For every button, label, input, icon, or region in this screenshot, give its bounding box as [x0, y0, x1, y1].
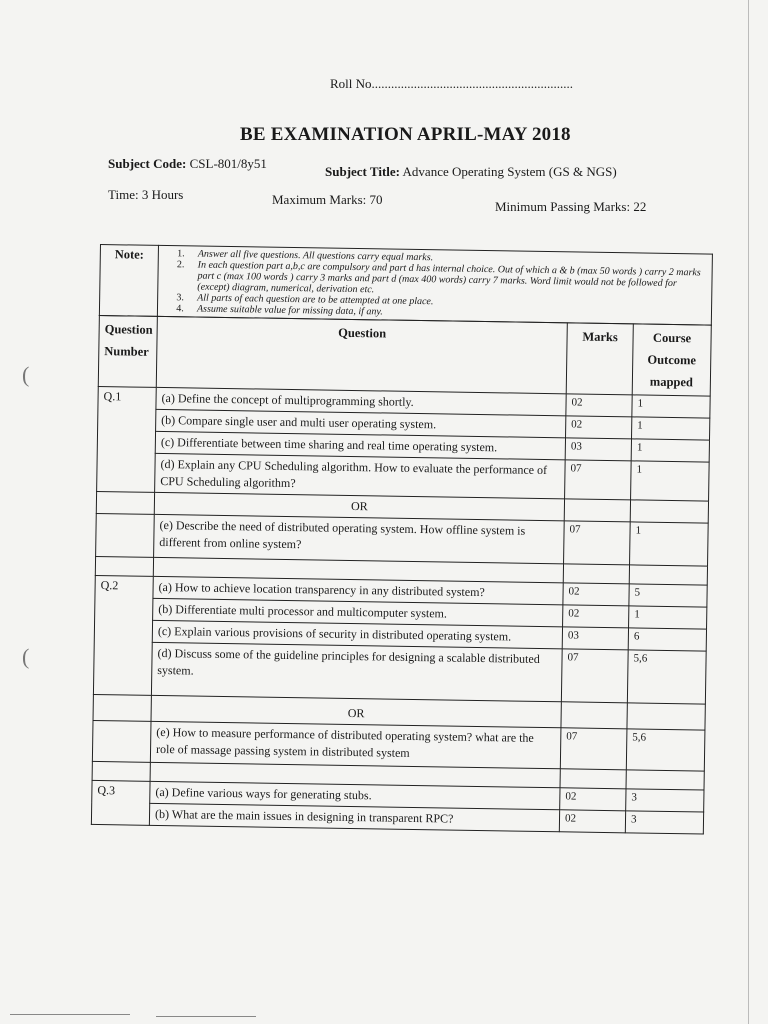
outcome-cell: 3: [626, 789, 704, 812]
marks-cell: 02: [566, 394, 632, 417]
note-label: Note:: [99, 245, 158, 317]
outcome-cell: 1: [629, 606, 707, 629]
question-text: (e) How to measure performance of distributed operating system? what are the role of massage passing system in distributed system: [150, 721, 561, 768]
question-table-sheet: [91, 244, 713, 835]
exam-title: BE EXAMINATION APRIL-MAY 2018: [240, 124, 571, 145]
page-edge-line: [156, 1016, 256, 1017]
col-course-outcome: Course Outcome mapped: [632, 324, 711, 396]
exam-time: Time: 3 Hours: [108, 187, 184, 202]
marks-cell: 02: [563, 583, 629, 606]
outcome-cell: 1: [632, 417, 710, 440]
note-table: [99, 244, 713, 326]
question-text: (c) Explain various provisions of security in distributed operating system.: [152, 620, 562, 648]
or-label: OR: [154, 492, 564, 520]
col-marks: Marks: [566, 323, 633, 395]
hole-punch-mark: (: [22, 362, 30, 387]
question-number: Q.2: [93, 575, 153, 695]
question-text: (a) How to achieve location transparency in any distributed system?: [153, 576, 563, 604]
minimum-passing-marks: Minimum Passing Marks: 22: [495, 199, 647, 214]
outcome-cell: 5,6: [627, 650, 706, 704]
note-item: 4. Assume suitable value for missing data, if any.: [176, 303, 383, 318]
marks-cell: 07: [560, 728, 627, 770]
table-row: [93, 641, 706, 704]
note-item: 3. All parts of each question are to be attempted at one place.: [176, 292, 434, 308]
question-number: Q.1: [97, 386, 157, 492]
marks-cell: 02: [563, 605, 629, 628]
subject-title: [325, 164, 617, 180]
question-text: (d) Discuss some of the guideline principles for designing a scalable distributed system.: [151, 642, 562, 701]
question-text: (a) Define the concept of multiprogramming shortly.: [156, 387, 566, 415]
note-item: 2. In each question part a,b,c are compulsory and part d has internal choice. Out of which a & b (max 50 words ) carry 2 marks part c (max 100 words ) carry 3 marks and part d (max 400 words) carry 7 marks. Word limit would not be followed for (except) diagram, numerical, derivation etc.: [176, 259, 701, 296]
maximum-marks: Maximum Marks: 70: [272, 192, 383, 207]
question-text: (b) Differentiate multi processor and multicomputer system.: [153, 598, 563, 626]
or-label: OR: [151, 695, 561, 727]
table-header-row: [98, 315, 711, 396]
subject-code: [108, 156, 267, 172]
outcome-cell: 6: [628, 628, 706, 651]
marks-cell: 02: [559, 810, 625, 833]
marks-cell: 03: [562, 627, 628, 650]
outcome-cell: 5,6: [626, 729, 705, 771]
marks-cell: 02: [560, 788, 626, 811]
question-text: (b) What are the main issues in designing in transparent RPC?: [149, 803, 559, 831]
outcome-cell: 3: [625, 811, 703, 834]
roll-number-line: Roll No..............................................................: [330, 76, 574, 91]
question-table: [91, 315, 712, 835]
marks-cell: 07: [565, 460, 632, 500]
question-number: Q.3: [91, 780, 150, 825]
subject-code-label: Subject Code:: [108, 156, 187, 171]
outcome-cell: 1: [630, 522, 709, 566]
question-text: (b) Compare single user and multi user operating system.: [156, 409, 566, 437]
question-text: (e) Describe the need of distributed operating system. How offline system is different from online system?: [154, 514, 565, 563]
subject-title-label: Subject Title:: [325, 164, 400, 179]
marks-cell: 07: [561, 649, 628, 703]
outcome-cell: 5: [629, 584, 707, 607]
note-content: [157, 245, 712, 325]
page-edge-line: [748, 0, 749, 1024]
subject-title-value: Advance Operating System (GS & NGS): [402, 164, 617, 179]
question-text: (d) Explain any CPU Scheduling algorithm. How to evaluate the performance of CPU Scheduling algorithm?: [155, 453, 566, 498]
question-text: (a) Define various ways for generating stubs.: [150, 781, 560, 809]
marks-cell: 03: [565, 438, 631, 461]
subject-code-value: CSL-801/8y51: [189, 156, 267, 171]
col-question: Question: [156, 316, 567, 393]
col-question-number: Question Number: [98, 315, 157, 387]
outcome-cell: 1: [632, 395, 710, 418]
note-list: [163, 248, 707, 323]
outcome-cell: 1: [631, 439, 709, 462]
marks-cell: 02: [566, 416, 632, 439]
outcome-cell: 1: [631, 461, 710, 501]
page-edge-line: [10, 1014, 130, 1015]
note-item: 1. Answer all five questions. All questions carry equal marks.: [177, 248, 434, 264]
question-text: (c) Differentiate between time sharing and real time operating system.: [155, 431, 565, 459]
marks-cell: 07: [564, 521, 631, 565]
hole-punch-mark: (: [22, 644, 30, 669]
